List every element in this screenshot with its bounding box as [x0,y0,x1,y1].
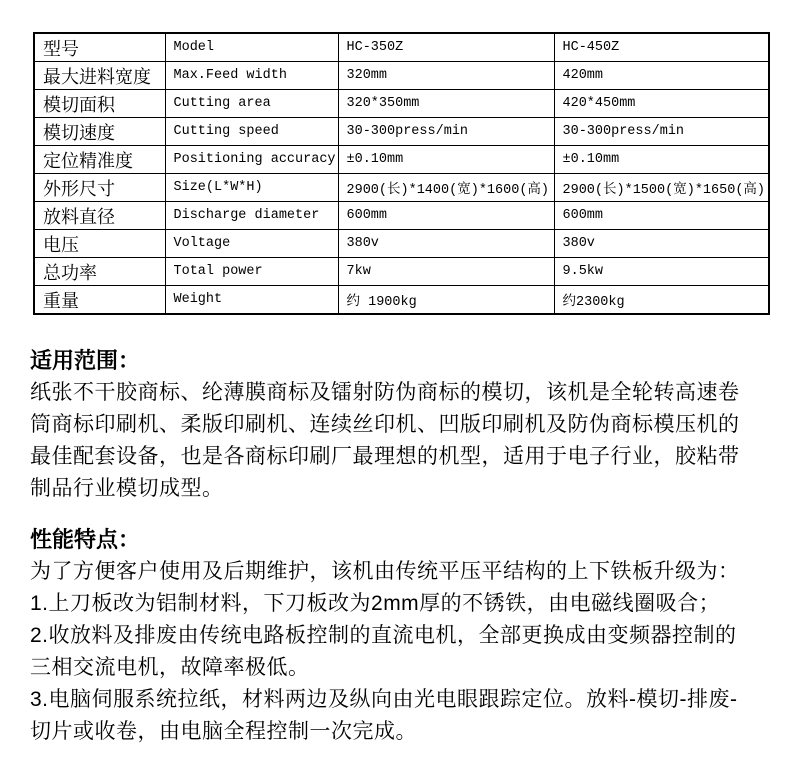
table-cell: Model [165,33,338,62]
table-cell: 2900(长)*1500(宽)*1650(高) [554,174,769,202]
table-cell: 最大进料宽度 [34,62,165,90]
description-content [30,345,778,748]
table-cell: 30-300press/min [554,118,769,146]
table-cell: ±0.10mm [554,146,769,174]
table-cell: 600mm [338,202,554,230]
table-cell: 重量 [34,286,165,315]
table-cell: 9.5kw [554,258,769,286]
table-cell: 2900(长)*1400(宽)*1600(高) [338,174,554,202]
table-cell: 外形尺寸 [34,174,165,202]
table-row [34,202,769,230]
paragraph-line: 为了方便客户使用及后期维护，该机由传统平压平结构的上下铁板升级为： [30,560,740,583]
table-cell: Size(L*W*H) [165,174,338,202]
table-cell: 420mm [554,62,769,90]
table-cell: 总功率 [34,258,165,286]
table-cell: HC-450Z [554,33,769,62]
paragraph-line: 2.收放料及排废由传统电路板控制的直流电机，全部更换成由变频器控制的 [30,624,737,647]
table-cell: Cutting area [165,90,338,118]
section-heading-features: 性能特点： [30,527,141,552]
paragraph-line: 切片或收卷，由电脑全程控制一次完成。 [30,720,417,743]
table-row [34,258,769,286]
table-row [34,90,769,118]
table-cell: Cutting speed [165,118,338,146]
table-row [34,62,769,90]
spec-table [33,32,770,315]
table-row [34,230,769,258]
table-cell: Weight [165,286,338,315]
table-cell: Max.Feed width [165,62,338,90]
paragraph-line: 3.电脑伺服系统拉纸，材料两边及纵向由光电眼跟踪定位。放料-模切-排废- [30,688,738,711]
table-cell: 定位精准度 [34,146,165,174]
paragraph-line: 三相交流电机，故障率极低。 [30,656,310,679]
table-row [34,146,769,174]
table-cell: 约 1900kg [338,286,554,315]
table-cell: 模切速度 [34,118,165,146]
table-row [34,33,769,62]
paragraph-line: 1.上刀板改为铝制材料，下刀板改为2mm厚的不锈铁，由电磁线圈吸合； [30,592,721,615]
table-cell: 模切面积 [34,90,165,118]
table-cell: 320mm [338,62,554,90]
table-row [34,286,769,315]
table-cell: Total power [165,258,338,286]
features-section [30,524,778,748]
table-cell: 380v [338,230,554,258]
table-cell: ±0.10mm [338,146,554,174]
table-row [34,118,769,146]
table-cell: 380v [554,230,769,258]
paragraph-line: 最佳配套设备，也是各商标印刷厂最理想的机型，适用于电子行业，胶粘带 [30,445,740,468]
table-cell: 600mm [554,202,769,230]
paragraph-line: 筒商标印刷机、柔版印刷机、连续丝印机、凹版印刷机及防伪商标模压机的 [30,413,740,436]
table-cell: 型号 [34,33,165,62]
table-cell: HC-350Z [338,33,554,62]
table-cell: 320*350mm [338,90,554,118]
table-cell: 30-300press/min [338,118,554,146]
paragraph-line: 制品行业模切成型。 [30,477,224,500]
paragraph-line: 纸张不干胶商标、纶薄膜商标及镭射防伪商标的模切，该机是全轮转高速卷 [30,381,740,404]
table-cell: 电压 [34,230,165,258]
table-cell: 420*450mm [554,90,769,118]
section-heading-usage: 适用范围： [30,348,141,373]
table-cell: Voltage [165,230,338,258]
usage-section [30,345,778,505]
table-cell: 放料直径 [34,202,165,230]
table-cell: 约2300kg [554,286,769,315]
table-row [34,174,769,202]
table-cell: Discharge diameter [165,202,338,230]
table-cell: 7kw [338,258,554,286]
table-cell: Positioning accuracy [165,146,338,174]
